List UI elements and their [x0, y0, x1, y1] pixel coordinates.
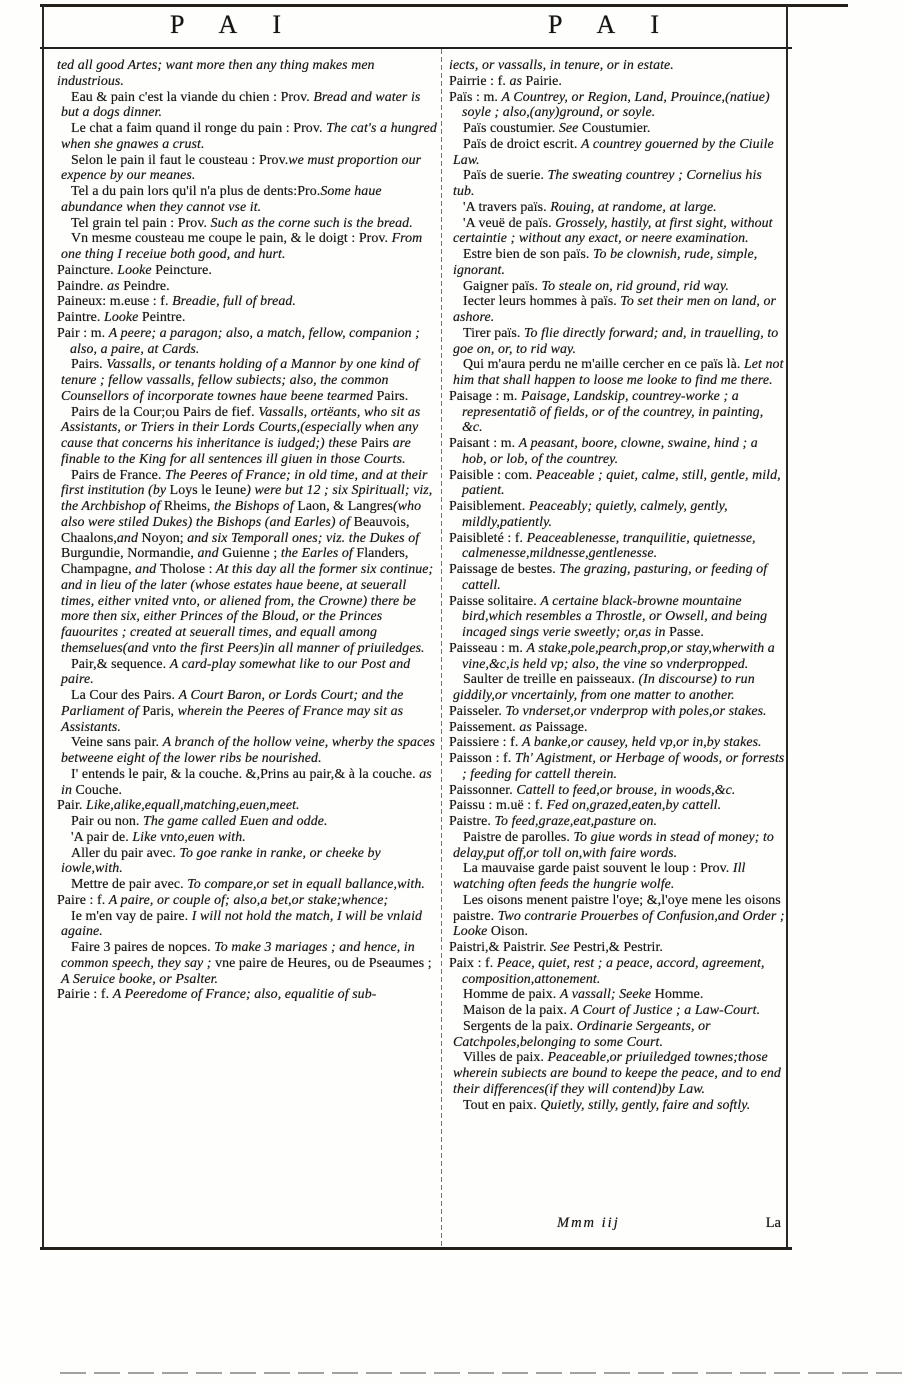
dictionary-entry: ted all good Artes; want more then any thing makes men industrious. — [57, 58, 375, 89]
dictionary-entry: Paissiere : f. A banke,or causey, held vp,or in,by stakes. — [449, 735, 762, 751]
page-left-border — [42, 4, 44, 1250]
dictionary-entry: Paix : f. Peace, quiet, rest ; a peace, accord, agreement, composition,attonement. — [449, 955, 765, 987]
dictionary-entry: Homme de paix. A vassall; Seeke Homme. — [463, 987, 704, 1003]
dictionary-entry: I' entends le pair, & la couche. &,Prins au pair,& à la couche. as in Couche. — [61, 766, 432, 798]
dictionary-entry: Paisant : m. A peasant, boore, clowne, swaine, hind ; a hob, or lob, of the countrey. — [449, 436, 758, 467]
dictionary-entry: Paistri,& Paistrir. See Pestri,& Pestrir. — [449, 940, 663, 955]
dictionary-entry: Le chat a faim quand il ronge du pain : Prov. The cat's a hungred when she gnawes a crust. — [61, 121, 437, 152]
dictionary-entry: Estre bien de son païs. To be clownish, rude, simple, ignorant. — [453, 247, 758, 278]
dictionary-entry: Tel grain tel pain : Prov. Such as the corne such is the bread. — [71, 215, 413, 231]
dictionary-entry: Paissage de bestes. The grazing, pasturing, or feeding of cattell. — [449, 562, 768, 593]
dictionary-entry: Pair : m. A peere; a paragon; also, a match, fellow, companion ; also, a paire, at Cards. — [57, 325, 420, 357]
dictionary-entry: Paineux: m.euse : f. Breadie, full of bread. — [57, 294, 296, 310]
dictionary-entry: Saulter de treille en paisseaux. (In discourse) to run giddily,or vncertainly, from one matter to another. — [453, 672, 755, 703]
dictionary-entry: Pairs de la Cour;ou Pairs de fief. Vassalls, ortëants, who sit as Assistants, or Triers in their Lords Courts,(especially when any cause that concerns his inheritance is iudged;) these Pairs are finable to the King for all sentences ill giuen in those Courts. — [61, 404, 421, 467]
dictionary-entry: Maison de la paix. A Court of Justice ; a Law-Court. — [463, 1003, 761, 1018]
dictionary-entry: Paincture. Looke Peincture. — [57, 262, 212, 278]
dictionary-entry: Paissu : m.uë : f. Fed on,grazed,eaten,by cattell. — [449, 798, 722, 814]
dictionary-entry: iects, or vassalls, in tenure, or in estate. — [449, 58, 674, 73]
page-right-border — [786, 4, 788, 1250]
dictionary-entry: Sergents de la paix. Ordinarie Sergeants, or Catchpoles,belonging to some Court. — [453, 1018, 711, 1050]
dictionary-entry: Païs de suerie. The sweating countrey ; Cornelius his tub. — [453, 168, 762, 199]
dictionary-entry: Selon le pain il faut le cousteau : Prov.we must proportion our expence by our meanes. — [61, 152, 422, 184]
dictionary-entry: Paissonner. Cattell to feed,or brouse, in woods,&c. — [449, 782, 736, 798]
dictionary-entry: Villes de paix. Peaceable,or priuiledged townes;those wherein subiects are bound to keepe the peace, and to end their differences(if they will contend)by Law. — [453, 1050, 781, 1097]
dictionary-entry: Vn mesme cousteau me coupe le pain, & le doigt : Prov. From one thing I receiue both good, and hurt. — [61, 231, 423, 262]
dictionary-entry: Paisiblement. Peaceably; quietly, calmely, gently, mildly,patiently. — [449, 499, 728, 530]
catchword: La — [765, 1215, 781, 1231]
bottom-rule — [40, 1247, 792, 1250]
dictionary-entry: Paisse solitaire. A certaine black-browne mountaine bird,which resembles a Throstle, or Owsell, and being incaged sings verie sweetly; or,as in Passe. — [449, 593, 768, 640]
dictionary-entry: Pair. Like,alike,equall,matching,euen,meet. — [57, 798, 300, 814]
dictionary-entry: Païs de droict escrit. A countrey gouerned by the Ciuile Law. — [453, 136, 774, 168]
dictionary-entry: Mettre de pair avec. To compare,or set in equall ballance,with. — [71, 877, 425, 892]
dictionary-entry: Aller du pair avec. To goe ranke in ranke, or cheeke by iowle,with. — [61, 845, 381, 877]
dictionary-entry: Pairie : f. A Peeredome of France; also, equalitie of sub- — [57, 987, 377, 1003]
top-outer-rule — [40, 4, 848, 7]
dictionary-entry: Paisage : m. Paisage, Landskip, countrey-worke ; a representatiõ of fields, or of the countrey, in painting, &c. — [449, 388, 764, 436]
dictionary-entry: Faire 3 paires de nopces. To make 3 mariages ; and hence, in common speech, they say ; vne paire de Heures, ou de Pseaumes ; A Seruice booke, or Psalter. — [61, 940, 432, 987]
dictionary-entry: Pairrie : f. as Pairie. — [449, 73, 562, 89]
running-head-right: P A I — [548, 10, 675, 39]
dictionary-entry: Tel a du pain lors qu'il n'a plus de dents:Pro.Some haue abundance when they cannot vse it. — [61, 184, 382, 215]
dictionary-entry: Païs coustumier. See Coustumier. — [463, 121, 651, 136]
dictionary-entry: 'A veuë de païs. Grossely, hastily, at first sight, without certaintie ; without any exact, or neere examination. — [453, 215, 773, 247]
dictionary-entry: Paistre. To feed,graze,eat,pasture on. — [449, 814, 658, 829]
dictionary-entry: Paisson : f. Th' Agistment, or Herbage of woods, or forrests ; feeding for cattell therein. — [449, 751, 785, 782]
dictionary-entry: Eau & pain c'est la viande du chien : Prov. Bread and water is but a dogs dinner. — [61, 89, 421, 121]
dictionary-entry: 'A pair de. Like vnto,euen with. — [71, 829, 246, 845]
dictionary-entry: Gaigner païs. To steale on, rid ground, rid way. — [463, 278, 729, 294]
dictionary-entry: Tirer païs. To flie directly forward; and, in trauelling, to goe on, or, to rid way. — [453, 325, 779, 357]
dictionary-entry: Veine sans pair. A branch of the hollow veine, wherby the spaces betweene eight of the lower ribs be nourished. — [61, 735, 436, 766]
dictionary-entry: Pair ou non. The game called Euen and odde. — [71, 814, 328, 829]
scan-page-edge-artifact — [60, 1372, 903, 1374]
text-column-left — [57, 58, 438, 1238]
dictionary-entry: La mauvaise garde paist souvent le loup : Prov. Ill watching often feeds the hungrie wolfe. — [453, 861, 746, 892]
dictionary-entry: Pairs. Vassalls, or tenants holding of a Mannor by one kind of tenure ; fellow vassalls, fellow subiects; also, the common Counsellors of incorporate townes haue beene tearmed Pairs. — [61, 357, 419, 404]
dictionary-entry: Paissement. as Paissage. — [449, 719, 588, 735]
dictionary-entry: Paisible : com. Peaceable ; quiet, calme, still, gentle, mild, patient. — [449, 467, 781, 499]
dictionary-entry: Pair,& sequence. A card-play somewhat like to our Post and paire. — [61, 656, 411, 688]
column-divider-rule — [441, 49, 442, 1247]
dictionary-entry: 'A travers païs. Rouing, at randome, at large. — [463, 199, 717, 215]
dictionary-entry: Païs : m. A Countrey, or Region, Land, Prouince,(natiue) soyle ; also,(any)ground, or soyle. — [449, 89, 770, 121]
header-separator-rule — [40, 47, 792, 49]
running-head-left: P A I — [170, 10, 297, 39]
dictionary-entry: Paire : f. A paire, or couple of; also,a bet,or stake;whence; — [57, 892, 389, 908]
gathering-signature: Mmm iij — [557, 1215, 620, 1231]
dictionary-entry: Iecter leurs hommes à païs. To set their men on land, or ashore. — [453, 294, 776, 325]
dictionary-entry: Paistre de parolles. To giue words in stead of money; to delay,put off,or toll on,with faire words. — [453, 829, 774, 861]
text-column-right — [449, 58, 785, 1208]
dictionary-entry: Paintre. Looke Peintre. — [57, 310, 186, 325]
dictionary-entry: Paisibleté : f. Peaceablenesse, tranquilitie, quietnesse, calmenesse,mildnesse,gentlenesse. — [449, 530, 756, 562]
dictionary-entry: Paisseler. To vnderset,or vnderprop with poles,or stakes. — [449, 703, 767, 719]
dictionary-entry: Tout en paix. Quietly, stilly, gently, faire and softly. — [463, 1097, 751, 1113]
dictionary-entry: Les oisons menent paistre l'oye; &,l'oye mene les oisons paistre. Two contrarie Prouerbes of Confusion,and Order ; Looke Oison. — [453, 892, 785, 940]
dictionary-entry: Ie m'en vay de paire. I will not hold the match, I will be vnlaid againe. — [61, 908, 423, 940]
dictionary-entry: La Cour des Pairs. A Court Baron, or Lords Court; and the Parliament of Paris, wherein the Peeres of France may sit as Assistants. — [61, 688, 404, 735]
footer-row — [449, 1215, 785, 1233]
dictionary-entry: Qui m'aura perdu ne m'aille cercher en ce païs là. Let not him that shall happen to loose me looke to find me there. — [453, 357, 784, 388]
dictionary-entry: Paindre. as Peindre. — [57, 278, 170, 294]
dictionary-entry: Pairs de France. The Peeres of France; in old time, and at their first institution (by Loys le Ieune) were but 12 ; six Spirituall; viz, the Archbishop of Rheims, the Bishops of Laon, & Langres(who also were stiled Dukes) the Bishops (and Earles) of Beauvois, Chaalons,and Noyon; and six Temporall ones; viz. the Dukes of Burgundie, Normandie, and Guienne ; the Earles of Flanders, Champagne, and Tholose : At this day all the former six continue; and in lieu of the later (whose estates haue beene, at seuerall times, either vnited vnto, or aliened from, the Crowne) there be more then six, either Princes of the Bloud, or the Princes fauourites ; created at seuerall times, and equall among themselues(and vnto the first Peers)in all manner of priuiledges. — [61, 467, 434, 656]
dictionary-entry: Paisseau : m. A stake,pole,pearch,prop,or stay,wherwith a vine,&c,is held vp; also, the vine so vnderpropped. — [449, 640, 775, 672]
